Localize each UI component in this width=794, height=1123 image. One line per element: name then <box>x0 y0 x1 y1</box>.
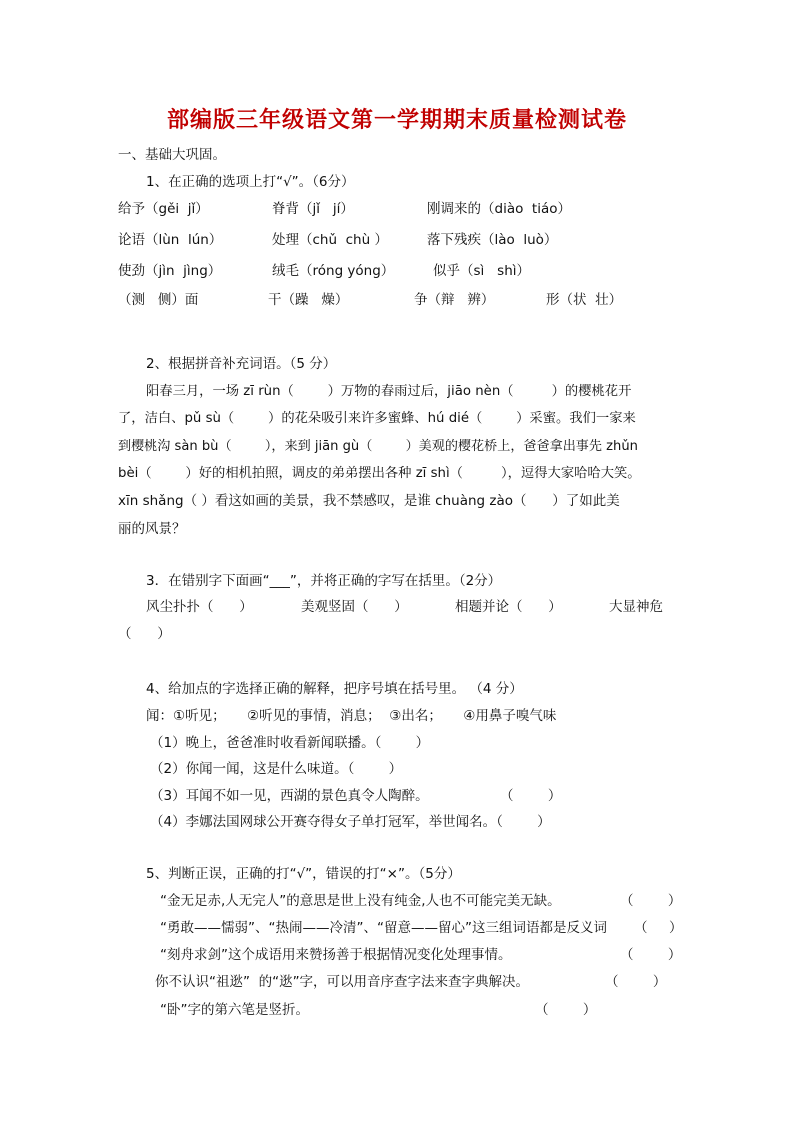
q2-heading: 2、根据拼音补充词语。（5 分） <box>146 356 337 372</box>
q1-item: 脊背（jǐ jí） <box>272 201 354 217</box>
q4-item: （1）晚上，爸爸准时收看新闻联播。（ ） <box>150 735 430 751</box>
q3-item: 风尘扑扑（ ） <box>146 599 253 615</box>
q5-item: 你不认识“祖逖” 的“逖”字，可以用音序查字法来查字典解决。 <box>155 974 530 990</box>
q5-item: “金无足赤,人无完人”的意思是世上没有纯金,人也不可能完美无缺。 <box>160 893 561 909</box>
q5-blank: （ ） <box>620 893 682 909</box>
q4-heading: 4、给加点的字选择正确的解释，把序号填在括号里。 （4 分） <box>146 681 523 697</box>
q1-item: 处理（chǔ chù ） <box>272 232 388 248</box>
q2-line: 阳春三月，一场 zī rùn（ ）万物的春雨过后，jiāo nèn（ ）的樱桃花开 <box>146 384 632 399</box>
q1-item: （测 侧）面 <box>118 292 199 308</box>
q5-blank: （ ） <box>605 974 667 990</box>
q5-blank: （ ） <box>620 947 682 963</box>
q1-heading: 1、在正确的选项上打“√”。（6分） <box>146 174 355 190</box>
q2-line: 到樱桃沟 sàn bù（ ），来到 jiān gù（ ）美观的樱花桥上，爸爸拿出事先 zhǔn <box>118 439 638 454</box>
q4-definitions: 闻：①听见； ②听见的事情，消息； ③出名； ④用鼻子嗅气味 <box>146 708 557 724</box>
q3-item: 美观竖固（ ） <box>301 599 408 615</box>
q5-blank: （ ） <box>634 920 683 936</box>
q4-item: （4）李娜法国网球公开赛夺得女子单打冠军，举世闻名。（ ） <box>150 814 551 830</box>
q1-item: 形（状 壮） <box>546 292 623 308</box>
q2-line: bèi（ ）好的相机拍照，调皮的弟弟摆出各种 zī shì（ ），逗得大家哈哈大笑。 <box>118 466 641 481</box>
q3-item: 大显神危 <box>609 599 663 615</box>
q1-item: 争（辩 辨） <box>414 292 495 308</box>
q1-item: 刚调来的（diào tiáo） <box>427 201 572 217</box>
q2-line: 丽的风景？ <box>118 521 186 537</box>
q2-line: 了，洁白、pǔ sù（ ）的花朵吸引来许多蜜蜂、hú dié（ ）采蜜。我们一家来 <box>118 411 636 426</box>
q1-item: 使劲（jìn jìng） <box>118 263 222 279</box>
q5-item: “刻舟求剑”这个成语用来赞扬善于根据情况变化处理事情。 <box>160 947 512 963</box>
q3-item: 相题并论（ ） <box>455 599 562 615</box>
page-title: 部编版三年级语文第一学期期末质量检测试卷 <box>166 107 627 133</box>
q5-blank: （ ） <box>535 1002 597 1018</box>
q1-item: 论语（lùn lún） <box>118 232 223 248</box>
q1-item: 给予（gěi jǐ） <box>118 201 209 217</box>
q4-item: （2）你闻一闻，这是什么味道。（ ） <box>150 761 403 777</box>
q1-item: 绒毛（róng yóng） <box>272 263 395 279</box>
part-heading: 一、基础大巩固。 <box>118 147 226 163</box>
q2-line: xīn shǎng（ ）看这如画的美景，我不禁感叹，是谁 chuàng zào（ ）了如此美 <box>118 493 620 509</box>
q3-blank: （ ） <box>118 626 171 642</box>
q1-item: 似乎（sì shì） <box>433 263 530 279</box>
q3-heading: 3．在错别字下面画“___”，并将正确的字写在括里。（2分） <box>146 573 502 589</box>
q5-item: “卧”字的第六笔是竖折。 <box>160 1002 309 1018</box>
q1-item: 落下残疾（lào luò） <box>427 232 558 248</box>
q5-item: “勇敢——懦弱”、“热闹——冷清”、“留意——留心”这三组词语都是反义词 <box>160 920 607 936</box>
q4-blank: （ ） <box>500 788 562 804</box>
q5-heading: 5、判断正误，正确的打“√”，错误的打“×”。（5分） <box>146 866 461 882</box>
q4-item: （3）耳闻不如一见，西湖的景色真令人陶醉。 <box>150 788 429 804</box>
q1-item: 干（躁 燥） <box>268 292 349 308</box>
